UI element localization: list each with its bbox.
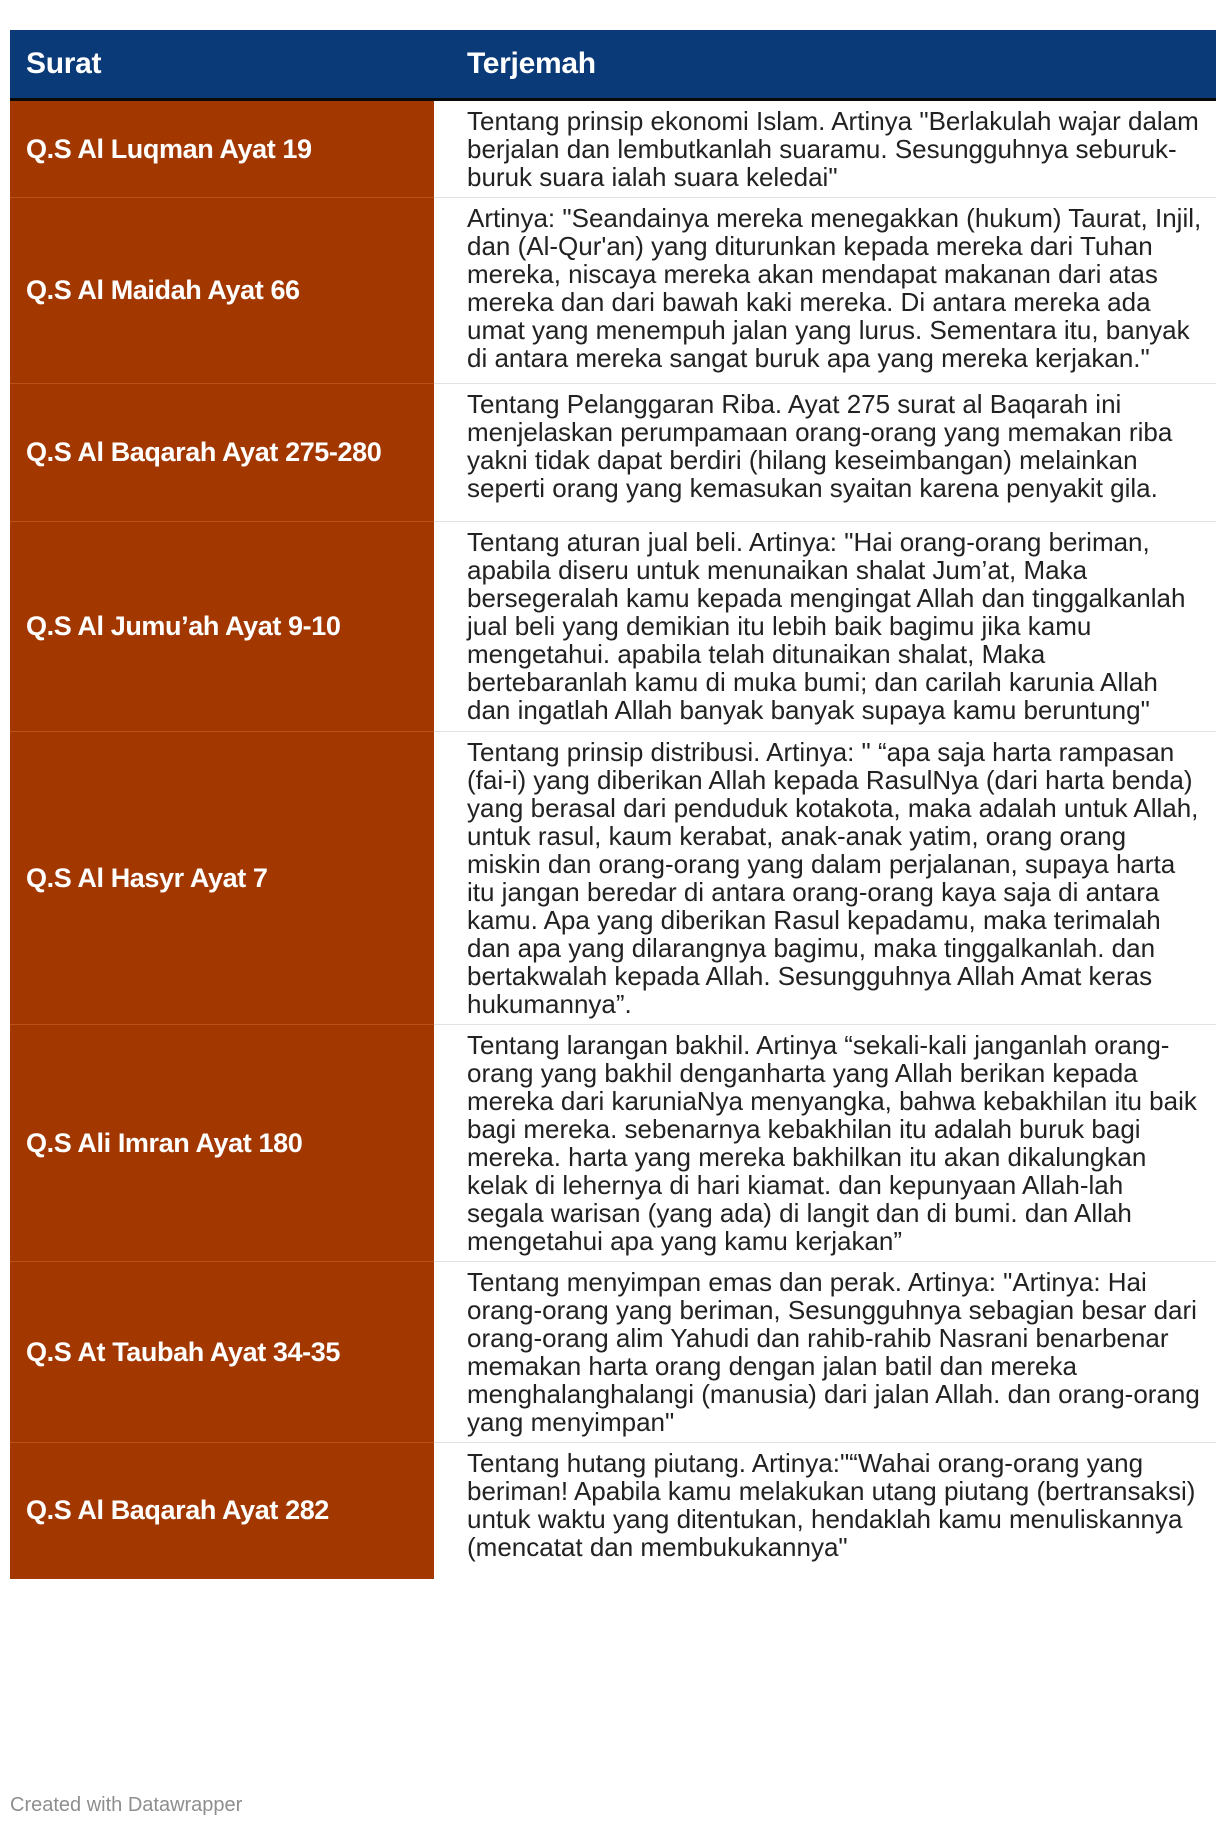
surat-cell: Q.S Al Hasyr Ayat 7 (10, 732, 434, 1025)
table-row (10, 1025, 1216, 1262)
table-header (10, 30, 1216, 100)
header-row (10, 30, 1216, 100)
table-row (10, 732, 1216, 1025)
surat-cell: Q.S Al Baqarah Ayat 275-280 (10, 384, 434, 522)
table-body (10, 100, 1216, 1579)
terjemah-cell: Artinya: "Seandainya mereka menegakkan (hukum) Taurat, Injil, dan (Al-Qur'an) yang diturunkan kepada mereka dari Tuhan mereka, niscaya mereka akan mendapat makanan dari atas mereka dan dari bawah kaki mereka. Di antara mereka ada umat yang menempuh jalan yang lurus. Sementara itu, banyak di antara mereka sangat buruk apa yang mereka kerjakan." (434, 198, 1216, 384)
footer-credit: Created with Datawrapper (10, 1794, 243, 1816)
terjemah-cell: Tentang larangan bakhil. Artinya “sekali-kali janganlah orang-orang yang bakhil denganharta yang Allah berikan kepada mereka dari karuniaNya menyangka, bahwa kebakhilan itu baik bagi mereka. sebenarnya kebakhilan itu adalah buruk bagi mereka. harta yang mereka bakhilkan itu akan dikalungkan kelak di lehernya di hari kiamat. dan kepunyaan Allah-lah segala warisan (yang ada) di langit dan di bumi. dan Allah mengetahui apa yang kamu kerjakan” (434, 1025, 1216, 1262)
surat-cell: Q.S Al Jumu’ah Ayat 9-10 (10, 522, 434, 732)
table-row (10, 198, 1216, 384)
table-row (10, 100, 1216, 198)
surat-cell: Q.S At Taubah Ayat 34-35 (10, 1262, 434, 1443)
terjemah-cell: Tentang Pelanggaran Riba. Ayat 275 surat al Baqarah ini menjelaskan perumpamaan orang-orang yang memakan riba yakni tidak dapat berdiri (hilang keseimbangan) melainkan seperti orang yang kemasukan syaitan karena penyakit gila. (434, 384, 1216, 522)
terjemah-cell: Tentang prinsip distribusi. Artinya: " “apa saja harta rampasan (fai-i) yang diberikan Allah kepada RasulNya (dari harta benda) yang berasal dari penduduk kotakota, maka adalah untuk Allah, untuk rasul, kaum kerabat, anak-anak yatim, orang orang miskin dan orang-orang yang dalam perjalanan, supaya harta itu jangan beredar di antara orang-orang kaya saja di antara kamu. Apa yang diberikan Rasul kepadamu, maka terimalah dan apa yang dilarangnya bagimu, maka tinggalkanlah. dan bertakwalah kepada Allah. Sesungguhnya Allah Amat keras hukumannya”. (434, 732, 1216, 1025)
header-surat: Surat (10, 30, 434, 100)
table-row (10, 1262, 1216, 1443)
terjemah-cell: Tentang menyimpan emas dan perak. Artinya: "Artinya: Hai orang-orang yang beriman, Sesungguhnya sebagian besar dari orang-orang alim Yahudi dan rahib-rahib Nasrani benarbenar memakan harta orang dengan jalan batil dan mereka menghalanghalangi (manusia) dari jalan Allah. dan orang-orang yang menyimpan" (434, 1262, 1216, 1443)
surat-cell: Q.S Al Maidah Ayat 66 (10, 198, 434, 384)
table-row (10, 522, 1216, 732)
surat-cell: Q.S Ali Imran Ayat 180 (10, 1025, 434, 1262)
table-row (10, 384, 1216, 522)
terjemah-cell: Tentang hutang piutang. Artinya:"“Wahai orang-orang yang beriman! Apabila kamu melakukan utang piutang (bertransaksi) untuk waktu yang ditentukan, hendaklah kamu menuliskannya (mencatat dan membukukannya" (467, 1448, 1196, 1562)
surat-cell: Q.S Al Baqarah Ayat 282 (10, 1443, 434, 1579)
terjemah-cell: Tentang prinsip ekonomi Islam. Artinya "Berlakulah wajar dalam berjalan dan lembutkanlah suaramu. Sesungguhnya seburuk-buruk suara ialah suara keledai" (434, 100, 1216, 198)
terjemah-cell: Tentang aturan jual beli. Artinya: "Hai orang-orang beriman, apabila diseru untuk menunaikan shalat Jum’at, Maka bersegeralah kamu kepada mengingat Allah dan tinggalkanlah jual beli yang demikian itu lebih baik bagimu jika kamu mengetahui. apabila telah ditunaikan shalat, Maka bertebaranlah kamu di muka bumi; dan carilah karunia Allah dan ingatlah Allah banyak banyak supaya kamu beruntung" (434, 522, 1216, 732)
data-table (10, 30, 1216, 1579)
header-terjemah: Terjemah (434, 30, 1216, 100)
table-row (10, 1443, 1216, 1579)
surat-cell: Q.S Al Luqman Ayat 19 (10, 100, 434, 198)
